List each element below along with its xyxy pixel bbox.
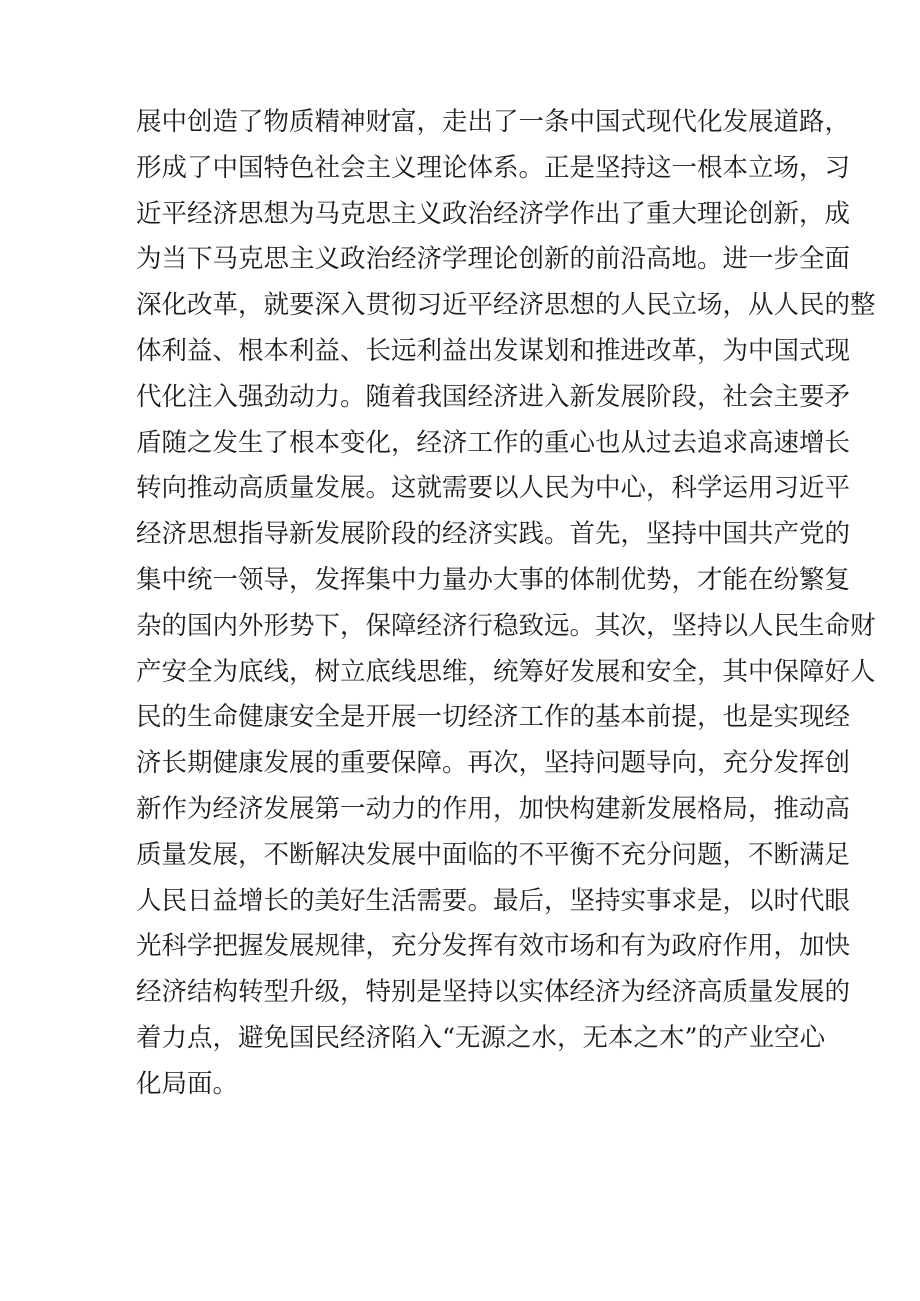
text-line: 展中创造了物质精神财富，走出了一条中国式现代化发展道路， — [136, 107, 851, 137]
text-line: 代化注入强劲动力。随着我国经济进入新发展阶段，社会主要矛 — [136, 381, 851, 412]
text-line: 产安全为底线，树立底线思维，统筹好发展和安全，其中保障好人 — [136, 656, 876, 687]
text-line: 经济结构转型升级，特别是坚持以实体经济为经济高质量发展的 — [136, 977, 851, 1008]
text-line: 经济思想指导新发展阶段的经济实践。首先，坚持中国共产党的 — [136, 519, 851, 550]
text-line: 新作为经济发展第一动力的作用，加快构建新发展格局，推动高 — [136, 793, 851, 824]
text-line: 化局面。 — [136, 1068, 239, 1099]
text-line: 质量发展，不断解决发展中面临的不平衡不充分问题，不断满足 — [136, 839, 851, 870]
text-line: 深化改革，就要深入贯彻习近平经济思想的人民立场，从人民的整 — [136, 290, 876, 321]
text-line: 集中统一领导，发挥集中力量办大事的体制优势，才能在纷繁复 — [136, 564, 851, 595]
text-line: 着力点，避免国民经济陷入“无源之水，无本之木”的产业空心 — [136, 1022, 826, 1053]
text-line: 形成了中国特色社会主义理论体系。正是坚持这一根本立场，习 — [136, 152, 851, 183]
text-line: 人民日益增长的美好生活需要。最后，坚持实事求是，以时代眼 — [136, 885, 851, 916]
text-line: 济长期健康发展的重要保障。再次，坚持问题导向，充分发挥创 — [136, 748, 851, 779]
text-line: 杂的国内外形势下，保障经济行稳致远。其次，坚持以人民生命财 — [136, 610, 876, 641]
text-line: 民的生命健康安全是开展一切经济工作的基本前提，也是实现经 — [136, 702, 851, 733]
body-paragraph — [136, 100, 876, 1108]
text-line: 为当下马克思主义政治经济学理论创新的前沿高地。进一步全面 — [136, 244, 851, 275]
text-line: 转向推动高质量发展。这就需要以人民为中心，科学运用习近平 — [136, 473, 851, 504]
text-line: 体利益、根本利益、长远利益出发谋划和推进改革，为中国式现 — [136, 335, 851, 366]
text-line: 盾随之发生了根本变化，经济工作的重心也从过去追求高速增长 — [136, 427, 851, 458]
text-line: 光科学把握发展规律，充分发挥有效市场和有为政府作用，加快 — [136, 931, 851, 962]
text-line: 近平经济思想为马克思主义政治经济学作出了重大理论创新，成 — [136, 198, 851, 229]
